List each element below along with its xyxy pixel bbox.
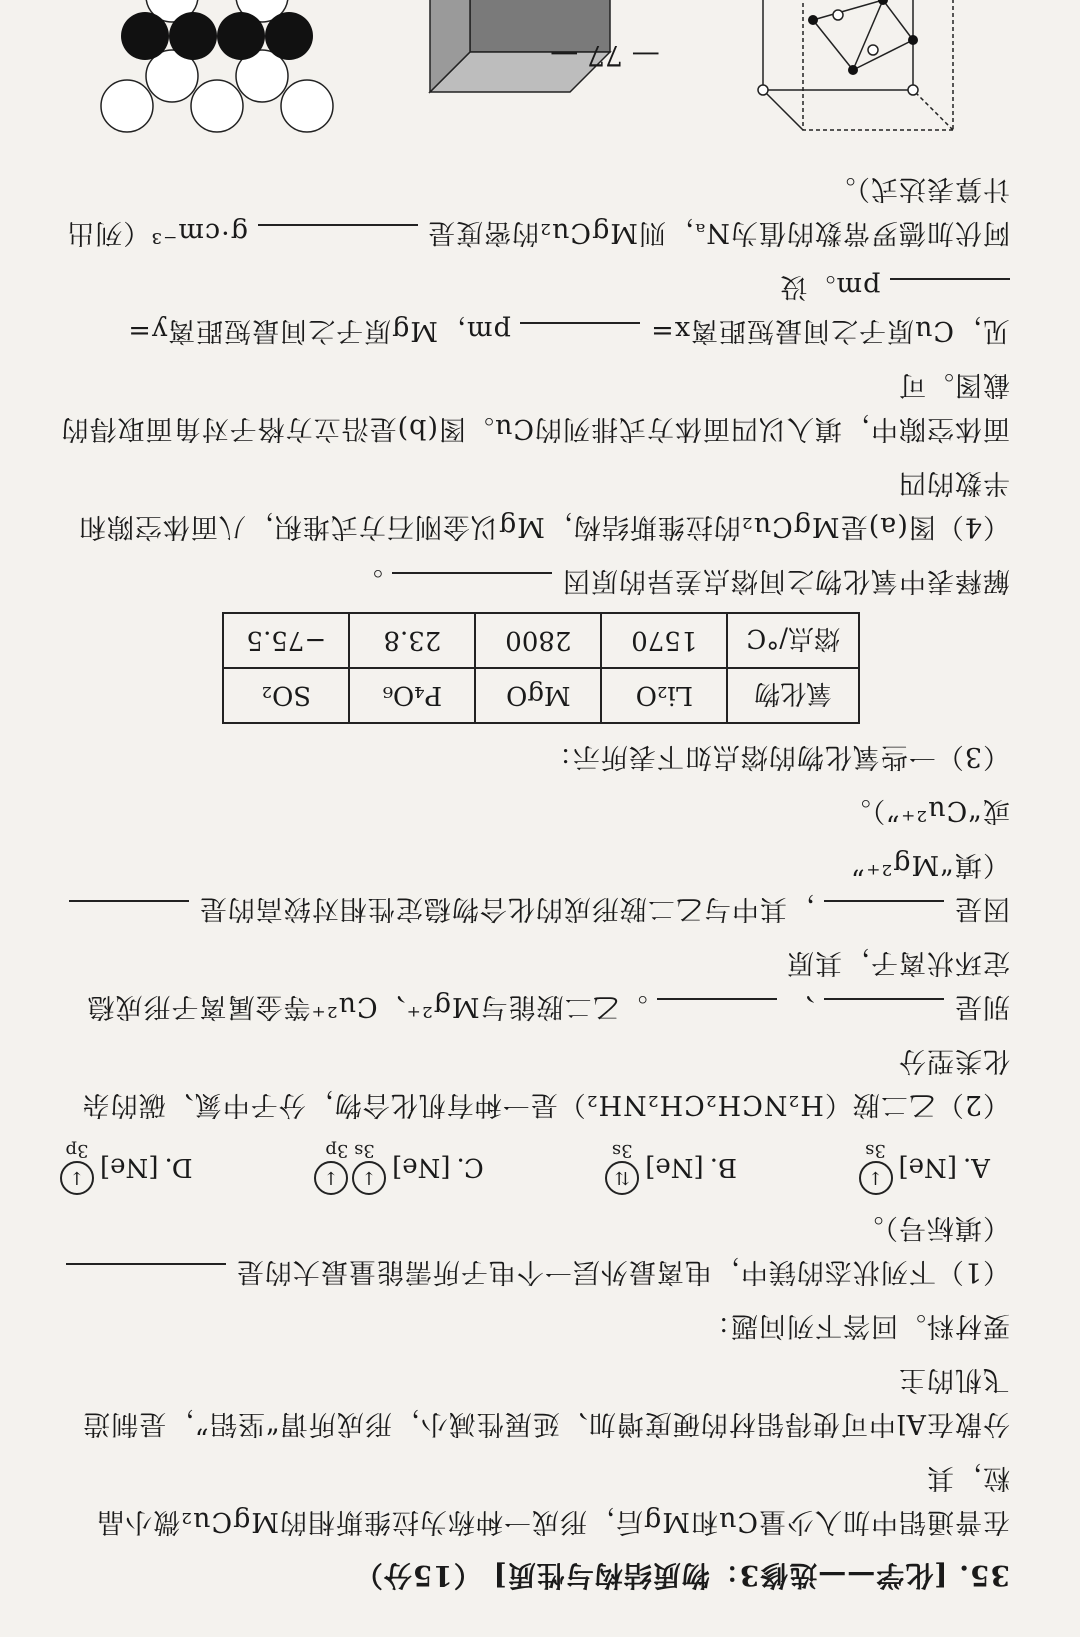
answer-blank[interactable] bbox=[657, 998, 777, 1024]
answer-blank[interactable] bbox=[890, 278, 1010, 304]
q4-line-4 bbox=[60, 166, 1010, 254]
mg-atom bbox=[908, 85, 918, 95]
table-cell: −75.5 bbox=[223, 613, 349, 668]
answer-blank[interactable] bbox=[824, 998, 944, 1024]
content bbox=[60, 0, 1010, 1597]
q4-line-1: （4）图(a)是MgCu₂的拉维斯结构，Mg以金刚石方式堆积，八面体空隙和半数的四 bbox=[77, 467, 1010, 542]
q4-line-3 bbox=[60, 264, 1010, 352]
answer-blank[interactable] bbox=[521, 322, 641, 348]
q4-text: pm。设 bbox=[779, 271, 881, 302]
mg-atom bbox=[191, 80, 243, 132]
q2-line-1: （2）乙二胺（H₂NCH₂CH₂NH₂）是一种有机化合物，分子中氮、碳的杂化类型分 bbox=[81, 1045, 1010, 1120]
option-label: D. bbox=[164, 1152, 193, 1183]
question-number: 35. bbox=[958, 1559, 1010, 1592]
orbital-box: ↓ bbox=[352, 1161, 386, 1195]
answer-blank[interactable] bbox=[66, 1263, 226, 1289]
table-cell: 2800 bbox=[475, 613, 601, 668]
table-cell: 氧化物 bbox=[727, 668, 859, 723]
q3-text: 解释表中氧化物之间熔点差异的原因 bbox=[562, 565, 1010, 596]
table-cell: 23.8 bbox=[349, 613, 475, 668]
subshell-label: 3s 3p bbox=[325, 1140, 375, 1161]
intro-line-3: 要材料。回答下列问题： bbox=[702, 1310, 1010, 1341]
table-cell: 熔点/°C bbox=[727, 613, 859, 668]
mg-atom bbox=[101, 80, 153, 132]
q4-text: g·cm⁻³（列出计算表达式）。 bbox=[66, 173, 1010, 248]
answer-blank[interactable] bbox=[392, 572, 552, 598]
q4-line-2: 面体空隙中，填入以四面体方式排列的Cu。图(b)是沿立方格子对角面取得的截图。可 bbox=[60, 369, 1010, 444]
mg-atom bbox=[281, 80, 333, 132]
option-label: C. bbox=[456, 1152, 484, 1183]
mg-atom bbox=[758, 85, 768, 95]
question-title: [化学——选修3：物质结构与性质] bbox=[492, 1559, 948, 1592]
orbital-diagram bbox=[605, 1140, 639, 1195]
q3-intro: （3）一些氧化物的熔点如下表所示： bbox=[543, 741, 1010, 772]
q2-text: （填“Mg²⁺” bbox=[850, 849, 1010, 880]
table-row bbox=[223, 613, 859, 668]
q2-text: 别是 bbox=[954, 991, 1010, 1022]
q2-text: 、 bbox=[786, 991, 815, 1022]
table-cell: 1570 bbox=[601, 613, 727, 668]
figures bbox=[60, 0, 1010, 150]
q3-text: 。 bbox=[354, 565, 383, 596]
orbital-box: ⇅ bbox=[605, 1161, 639, 1195]
option-core: [Ne] bbox=[392, 1152, 451, 1183]
figure-a bbox=[713, 0, 973, 150]
q2-line-4: 或“Cu²⁺”）。 bbox=[842, 795, 1010, 826]
subshell-label: 3p bbox=[65, 1140, 89, 1161]
melting-point-table bbox=[222, 612, 860, 724]
option-b bbox=[605, 1140, 737, 1195]
table-cell: SO₂ bbox=[223, 668, 349, 723]
option-label: B. bbox=[709, 1152, 738, 1183]
table-cell: P₄O₆ bbox=[349, 668, 475, 723]
question-points: （15分） bbox=[353, 1559, 482, 1592]
subshell-label: 3s bbox=[611, 1140, 633, 1161]
table-cell: Li₂O bbox=[601, 668, 727, 723]
option-core: [Ne] bbox=[898, 1152, 957, 1183]
q1-options bbox=[60, 1140, 990, 1195]
answer-blank[interactable] bbox=[258, 224, 418, 250]
q4-text: 见，Cu原子之间最短距离x= bbox=[650, 315, 1010, 346]
intro-line-1: 在普通铝中加入少量Cu和Mg后，形成一种称为拉维斯相的MgCu₂微小晶粒，其 bbox=[96, 1462, 1010, 1537]
page-number: — 77 — bbox=[550, 39, 660, 72]
orbital-diagram bbox=[859, 1140, 893, 1195]
option-core: [Ne] bbox=[100, 1152, 159, 1183]
q3-tail bbox=[60, 558, 1010, 602]
table-cell: MgO bbox=[475, 668, 601, 723]
question-heading bbox=[60, 1553, 1010, 1597]
intro-line-2: 分散在Al中可使得铝材的硬度增加、延展性减小，形成所谓“坚铝”，是制造飞机的主 bbox=[82, 1364, 1010, 1439]
lattice-diagram-a bbox=[713, 0, 973, 150]
orbital-diagram bbox=[314, 1140, 386, 1195]
orbital-box: ↓ bbox=[314, 1161, 348, 1195]
q2-line-2 bbox=[60, 940, 1010, 1028]
answer-blank[interactable] bbox=[824, 900, 944, 926]
orbital-diagram bbox=[60, 1140, 94, 1195]
q4-text: pm，Mg原子之间最短距离y= bbox=[127, 315, 511, 346]
q2-text: ，其中与乙二胺形成的化合物稳定性相对较高的是 bbox=[198, 893, 815, 924]
orbital-box: ↓ bbox=[60, 1161, 94, 1195]
cu-atom bbox=[808, 15, 818, 25]
option-a bbox=[859, 1140, 990, 1195]
q4-text: 阿伏加德罗常数的值为Nₐ，则MgCu₂的密度是 bbox=[427, 217, 1010, 248]
option-label: A. bbox=[962, 1152, 990, 1183]
orbital-box: ↓ bbox=[859, 1161, 893, 1195]
q1-hint: （填标号）。 bbox=[855, 1212, 1010, 1243]
answer-blank[interactable] bbox=[69, 900, 189, 926]
q1-stem bbox=[60, 1205, 1010, 1293]
q2-text: 因是 bbox=[954, 893, 1010, 924]
table-row bbox=[223, 668, 859, 723]
q1-text: （1）下列状态的镁中，电离最外层一个电子所需能量最大的是 bbox=[235, 1256, 1010, 1287]
mg-atom bbox=[833, 10, 843, 20]
q2-text: 。乙二胺能与Mg²⁺、Cu²⁺等金属离子形成稳定环状离子，其原 bbox=[86, 947, 1010, 1022]
q2-line-3 bbox=[60, 842, 1010, 930]
option-d bbox=[60, 1140, 193, 1195]
subshell-label: 3s bbox=[865, 1140, 886, 1161]
option-c bbox=[314, 1140, 484, 1195]
option-core: [Ne] bbox=[645, 1152, 704, 1183]
